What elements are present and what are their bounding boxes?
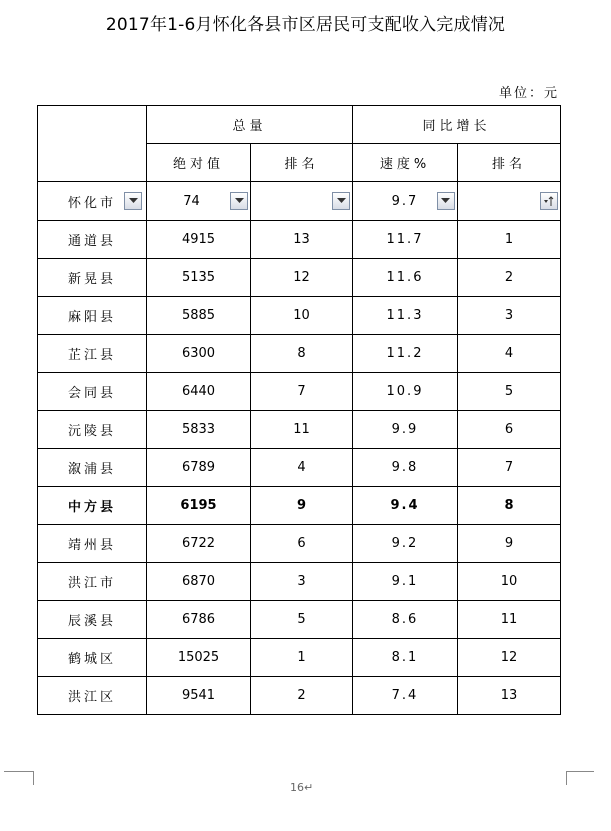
row-absolute: 4915 [147,221,251,259]
row-name: 溆浦县 [38,449,147,487]
row-rank-total: 6 [251,525,353,563]
dropdown-arrow-icon[interactable] [332,192,350,210]
table-row [38,259,561,297]
row-rank-growth: 11 [457,601,560,639]
row-rank-total: 5 [251,601,353,639]
row-speed: 11.6 [353,259,458,297]
table-row [38,487,561,525]
row-absolute: 6300 [147,335,251,373]
table-row [38,563,561,601]
row-rank-growth: 6 [457,411,560,449]
row-name: 新晃县 [38,259,147,297]
row-rank-growth: 9 [457,525,560,563]
row-speed: 8.6 [353,601,458,639]
row-absolute: 5135 [147,259,251,297]
row-speed: 9.2 [353,525,458,563]
row-speed: 9.1 [353,563,458,601]
row-name-cell [38,182,147,221]
page-corner-mark-left [33,771,34,785]
row-rank-total: 1 [251,639,353,677]
table-row [38,677,561,715]
sort-icon[interactable] [540,192,558,210]
page-number: 16↵ [290,781,314,794]
row-name: 辰溪县 [38,601,147,639]
row-name: 洪江区 [38,677,147,715]
row-speed: 11.3 [353,297,458,335]
income-table [37,105,561,715]
dropdown-arrow-icon[interactable] [124,192,142,210]
row-rank-total: 4 [251,449,353,487]
row-absolute: 6870 [147,563,251,601]
table-row [38,449,561,487]
page-corner-mark-right [566,771,567,785]
row-rank-total: 9 [251,487,353,525]
page-corner-line-right [566,771,594,772]
row-absolute: 15025 [147,639,251,677]
row-rank-growth: 7 [457,449,560,487]
row-absolute: 5885 [147,297,251,335]
document-title: 2017年1-6月怀化各县市区居民可支配收入完成情况 [105,15,506,35]
row-absolute: 6789 [147,449,251,487]
row-speed: 9.8 [353,449,458,487]
row-rank-total: 3 [251,563,353,601]
row-name: 通道县 [38,221,147,259]
table-row [38,373,561,411]
page-corner-line-left [4,771,33,772]
row-speed: 9.9 [353,411,458,449]
row-rank-total: 12 [251,259,353,297]
row-absolute: 6195 [147,487,251,525]
row-name: 鹤城区 [38,639,147,677]
row-rank-total: 8 [251,335,353,373]
header-absolute: 绝对值 [147,144,251,182]
row-absolute: 74 [183,193,200,209]
row-rank-growth: 3 [457,297,560,335]
header-speed: 速度% [353,144,458,182]
row-rank-growth: 8 [457,487,560,525]
row-absolute: 6786 [147,601,251,639]
table-row [38,525,561,563]
row-name: 洪江市 [38,563,147,601]
row-name: 怀化市 [68,195,117,211]
row-absolute-cell [147,182,251,221]
row-name: 中方县 [38,487,147,525]
dropdown-arrow-icon[interactable] [230,192,248,210]
row-rank-growth: 12 [457,639,560,677]
row-absolute: 6722 [147,525,251,563]
row-rank-growth: 4 [457,335,560,373]
table-row [38,639,561,677]
row-rank-growth: 1 [457,221,560,259]
row-name: 芷江县 [38,335,147,373]
row-name: 沅陵县 [38,411,147,449]
row-rank-total: 7 [251,373,353,411]
row-speed: 9.4 [353,487,458,525]
row-rank-growth: 10 [457,563,560,601]
row-speed: 9.7 [391,193,419,209]
table-row [38,335,561,373]
row-name: 麻阳县 [38,297,147,335]
corner-cell [38,106,147,182]
row-speed: 8.1 [353,639,458,677]
row-rank-growth-cell [457,182,560,221]
table-row [38,221,561,259]
row-speed: 7.4 [353,677,458,715]
table-row-huaihua [38,182,561,221]
row-rank-total-cell [251,182,353,221]
table-row [38,297,561,335]
group-header-row [38,106,561,144]
table-row [38,601,561,639]
row-rank-growth: 2 [457,259,560,297]
row-speed: 10.9 [353,373,458,411]
header-total: 总量 [147,106,353,144]
row-rank-total: 2 [251,677,353,715]
row-name: 会同县 [38,373,147,411]
row-speed: 11.7 [353,221,458,259]
row-speed-cell [353,182,458,221]
row-speed: 11.2 [353,335,458,373]
row-absolute: 9541 [147,677,251,715]
row-rank-total: 11 [251,411,353,449]
row-rank-total: 13 [251,221,353,259]
dropdown-arrow-icon[interactable] [437,192,455,210]
unit-label: 单位：元 [498,86,559,101]
row-absolute: 5833 [147,411,251,449]
header-rank-growth: 排名 [457,144,560,182]
row-rank-total: 10 [251,297,353,335]
row-name: 靖州县 [38,525,147,563]
header-growth: 同比增长 [353,106,561,144]
table-row [38,411,561,449]
row-absolute: 6440 [147,373,251,411]
header-rank-total: 排名 [251,144,353,182]
row-rank-growth: 13 [457,677,560,715]
table-body [38,221,561,715]
row-rank-growth: 5 [457,373,560,411]
